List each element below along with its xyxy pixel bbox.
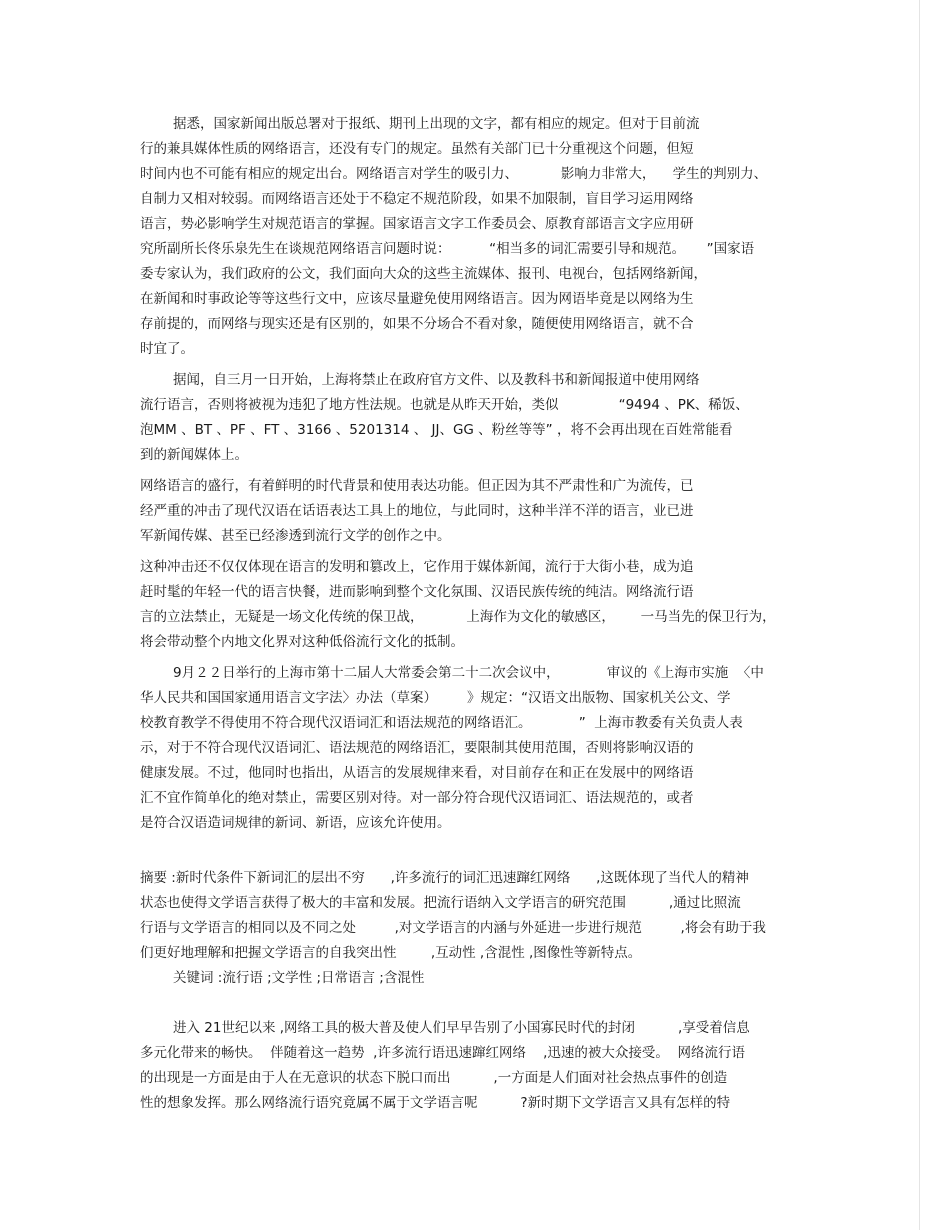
paragraph-1 (140, 112, 830, 362)
paragraph-3 (140, 474, 830, 549)
text-line: 健康发展。不过，他同时也指出，从语言的发展规律来看，对目前存在和正在发展中的网络语 (140, 765, 694, 781)
text-line: 到的新闻媒体上。 (140, 447, 248, 463)
text-line: 时宜了。 (140, 341, 194, 357)
text-line: 状态也使得文学语言获得了极大的丰富和发展。把流行语纳入文学语言的研究范围 ,通过比照流 (140, 895, 741, 911)
text-line: 校教育教学不得使用不符合现代汉语词汇和语法规范的网络语汇。 ” 上海市教委有关负责人表 (140, 715, 743, 731)
text-line: 关键词 :流行语 ;文学性 ;日常语言 ;含混性 (173, 970, 425, 986)
text-line: 这种冲击还不仅仅体现在语言的发明和篡改上，它作用于媒体新闻，流行于大街小巷，成为追 (140, 559, 694, 575)
text-line: 们更好地理解和把握文学语言的自我突出性 ,互动性 ,含混性 ,图像性等新特点。 (140, 945, 642, 961)
text-line: 语言，势必影响学生对规范语言的掌握。国家语言文字工作委员会、原教育部语言文字应用研 (140, 216, 694, 232)
text-line: 行的兼具媒体性质的网络语言，还没有专门的规定。虽然有关部门已十分重视这个问题，但短 (140, 141, 694, 157)
text-line: 的出现是一方面是由于人在无意识的状态下脱口而出 ,一方面是人们面对社会热点事件的创造 (140, 1070, 728, 1086)
text-line: 网络语言的盛行，有着鲜明的时代背景和使用表达功能。但正因为其不严肃性和广为流传，已 (140, 478, 694, 494)
text-line: 汇不宜作简单化的绝对禁止，需要区别对待。对一部分符合现代汉语词汇、语法规范的，或者 (140, 790, 694, 806)
abstract (140, 866, 830, 966)
text-line: 进入 21世纪以来 ,网络工具的极大普及使人们早早告别了小国寡民时代的封闭 ,享受着信息 (173, 1020, 750, 1036)
spacer (140, 991, 830, 1016)
text-line: 军新闻传媒、甚至已经渗透到流行文学的创作之中。 (140, 528, 451, 544)
text-line: 将会带动整个内地文化界对这种低俗流行文化的抵制。 (140, 634, 464, 650)
spacer (140, 836, 830, 866)
paragraph-5 (140, 661, 830, 836)
text-line: 是符合汉语造词规律的新词、新语，应该允许使用。 (140, 815, 451, 831)
text-line: 泡MM 、BT 、PF 、FT 、3166 、5201314 、 JJ、GG 、粉丝等等” ，将不会再出现在百姓常能看 (140, 422, 733, 438)
text-line: 究所副所长佟乐泉先生在谈规范网络语言问题时说： “相当多的词汇需要引导和规范。 ”国家语 (140, 241, 755, 257)
text-line: 在新闻和时事政论等等这些行文中，应该尽量避免使用网络语言。因为网语毕竟是以网络为生 (140, 291, 694, 307)
text-line: 性的想象发挥。那么网络流行语究竟属不属于文学语言呢 ?新时期下文学语言又具有怎样的特 (140, 1095, 731, 1111)
text-line: 行语与文学语言的相同以及不同之处 ,对文学语言的内涵与外延进一步进行规范 ,将会有助于我 (140, 920, 766, 936)
text-line: 自制力又相对较弱。而网络语言还处于不稳定不规范阶段，如果不加限制，盲目学习运用网络 (140, 191, 694, 207)
text-line: 经严重的冲击了现代汉语在话语表达工具上的地位，与此同时，这种半洋不洋的语言，业已进 (140, 503, 694, 519)
text-line: 据闻，自三月一日开始，上海将禁止在政府官方文件、以及教科书和新闻报道中使用网络 (173, 372, 700, 388)
paragraph-intro (140, 1016, 830, 1116)
text-line: 多元化带来的畅快。 伴随着这一趋势 ,许多流行语迅速蹿红网络 ,迅速的被大众接受。 网络流行语 (140, 1045, 745, 1061)
text-line: 据悉，国家新闻出版总署对于报纸、期刊上出现的文字，都有相应的规定。但对于目前流 (173, 116, 700, 132)
text-line: 言的立法禁止，无疑是一场文化传统的保卫战， 上海作为文化的敏感区， 一马当先的保卫行为， (140, 609, 776, 625)
paragraph-4 (140, 555, 830, 655)
paragraph-2 (140, 368, 830, 468)
text-line: 委专家认为，我们政府的公文，我们面向大众的这些主流媒体、报刊、电视台，包括网络新闻， (140, 266, 707, 282)
text-line: 流行语言，否则将被视为违犯了地方性法规。也就是从昨天开始，类似 “9494 、PK、稀饭、 (140, 397, 749, 413)
page-edge-line (919, 0, 920, 1230)
text-line: 摘要 :新时代条件下新词汇的层出不穷 ,许多流行的词汇迅速蹿红网络 ,这既体现了当代人的精神 (140, 870, 749, 886)
text-line: 存前提的，而网络与现实还是有区别的，如果不分场合不看对象，随便使用网络语言，就不合 (140, 316, 694, 332)
text-line: 赶时髦的年轻一代的语言快餐，进而影响到整个文化氛围、汉语民族传统的纯洁。网络流行语 (140, 584, 694, 600)
document-body (140, 112, 830, 1116)
text-line: 9月２２日举行的上海市第十二届人大常委会第二十二次会议中， 审议的《上海市实施 〈中 (173, 665, 764, 681)
keywords (140, 966, 830, 991)
text-line: 时间内也不可能有相应的规定出台。网络语言对学生的吸引力、 影响力非常大， 学生的判别力、 (140, 166, 768, 182)
text-line: 示，对于不符合现代汉语词汇、语法规范的网络语汇，要限制其使用范围，否则将影响汉语的 (140, 740, 694, 756)
text-line: 华人民共和国国家通用语言文字法〉办法（草案） 》规定：“汉语文出版物、国家机关公文、学 (140, 690, 731, 706)
